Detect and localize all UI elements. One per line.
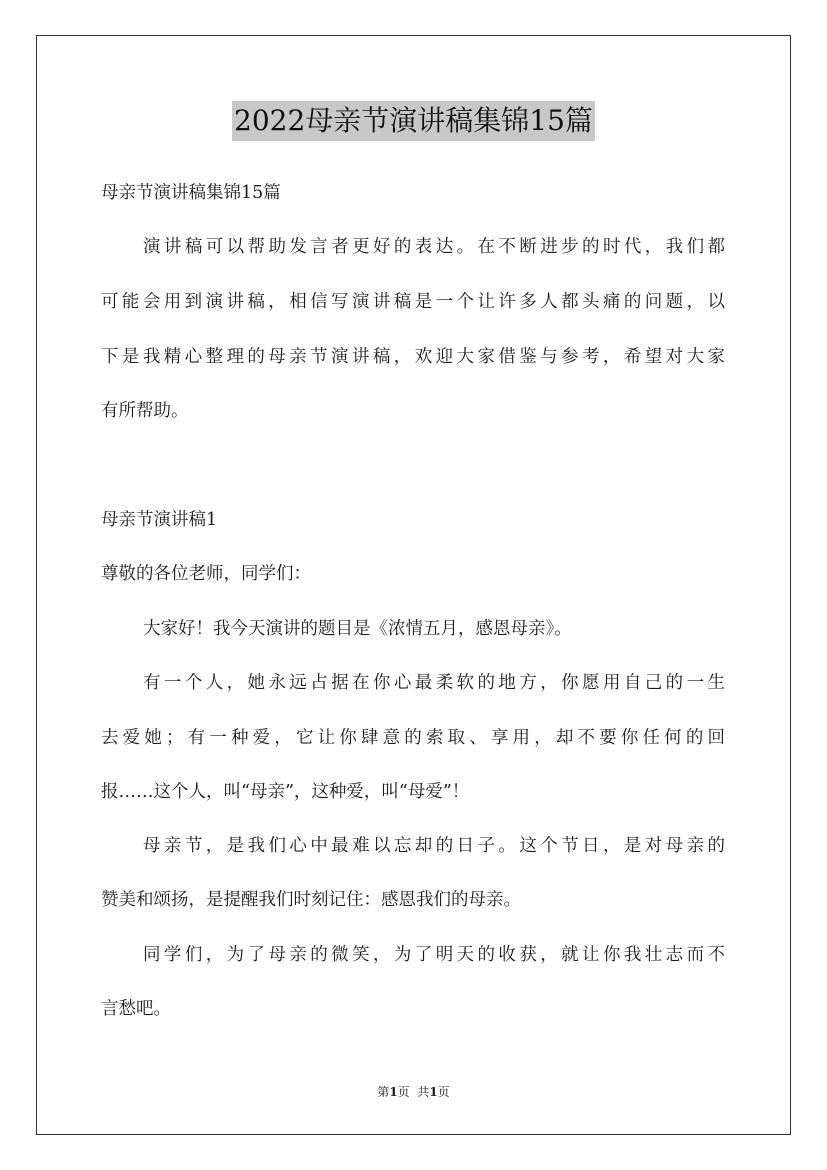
intro-line-2: 可能会用到演讲稿，相信写演讲稿是一个让许多人都头痛的问题，以 bbox=[101, 292, 725, 312]
footer-page-total: 1 bbox=[429, 1085, 438, 1099]
intro-line-1: 演讲稿可以帮助发言者更好的表达。在不断进步的时代，我们都 bbox=[143, 237, 725, 257]
footer-prefix: 第 bbox=[377, 1085, 390, 1099]
body-line-5: 母亲节，是我们心中最难以忘却的日子。这个节日，是对母亲的 bbox=[143, 836, 725, 856]
intro-line-3: 下是我精心整理的母亲节演讲稿，欢迎大家借鉴与参考，希望对大家 bbox=[101, 347, 725, 367]
body-line-6: 赞美和颂扬，是提醒我们时刻记住：感恩我们的母亲。 bbox=[101, 890, 521, 910]
document-subtitle: 母亲节演讲稿集锦15篇 bbox=[101, 183, 281, 203]
body-line-1: 大家好！我今天演讲的题目是《浓情五月，感恩母亲》。 bbox=[143, 619, 572, 639]
body-line-8: 言愁吧。 bbox=[101, 999, 171, 1019]
footer-page-current: 1 bbox=[389, 1085, 398, 1099]
document-title: 2022母亲节演讲稿集锦15篇 bbox=[232, 101, 595, 141]
intro-line-4: 有所帮助。 bbox=[101, 401, 189, 421]
body-line-4: 报……这个人，叫“母亲”，这种爱，叫“母爱”！ bbox=[101, 782, 470, 802]
body-line-2: 有一个人，她永远占据在你心最柔软的地方，你愿用自己的一生 bbox=[143, 673, 725, 693]
body-line-7: 同学们，为了母亲的微笑，为了明天的收获，就让你我壮志而不 bbox=[143, 945, 725, 965]
page-footer bbox=[0, 1084, 827, 1100]
footer-suffix: 页 bbox=[437, 1085, 450, 1099]
section-heading: 母亲节演讲稿1 bbox=[101, 510, 218, 530]
footer-mid: 页 共 bbox=[397, 1085, 430, 1099]
body-line-3: 去爱她；有一种爱，它让你肆意的索取、享用，却不要你任何的回 bbox=[101, 728, 725, 748]
title-container bbox=[0, 101, 827, 141]
salutation: 尊敬的各位老师，同学们： bbox=[101, 564, 311, 584]
